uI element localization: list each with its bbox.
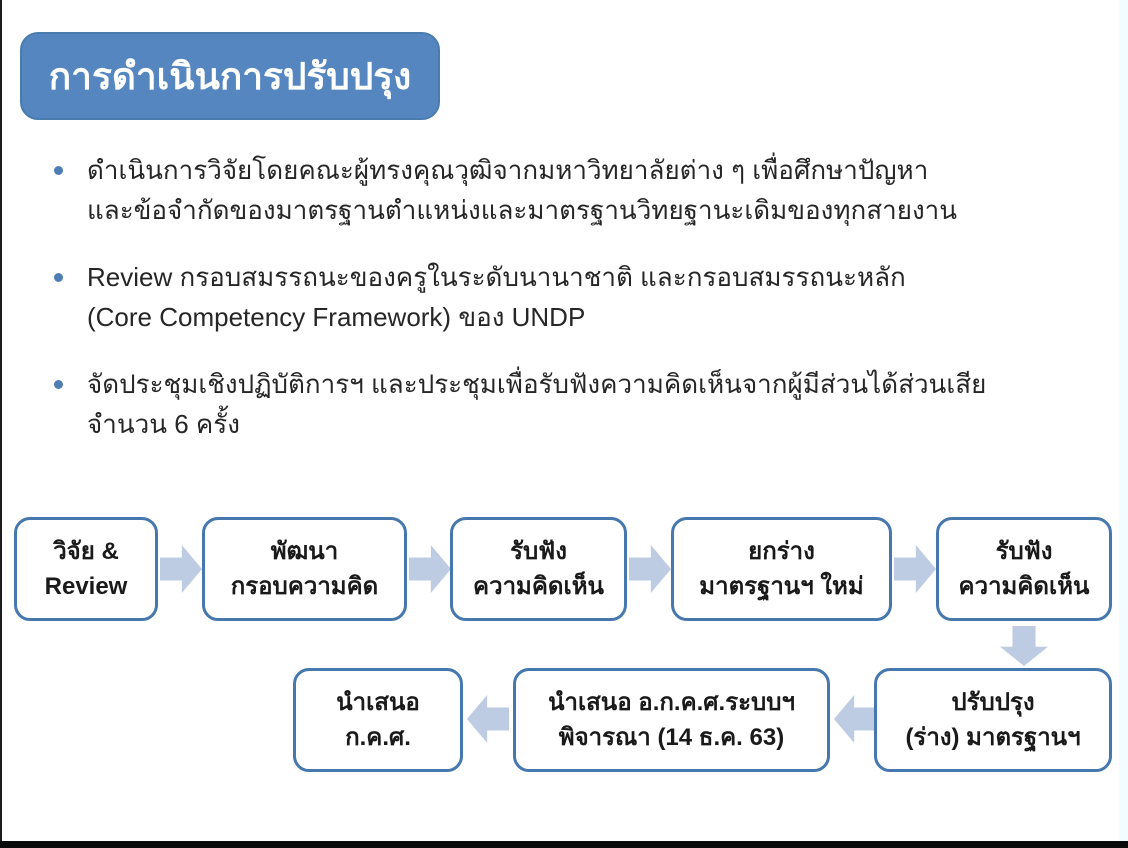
- flow-step-line: พัฒนา: [270, 538, 339, 565]
- arrow-right-icon: [894, 545, 936, 593]
- flow-step-line: มาตรฐานฯ ใหม่: [699, 573, 864, 600]
- flow-step-line: พิจารณา (14 ธ.ค. 63): [558, 724, 785, 751]
- arrow-right-icon: [160, 545, 202, 593]
- bullet-line: จัดประชุมเชิงปฏิบัติการฯ และประชุมเพื่อรับฟังความคิดเห็นจากผู้มีส่วนได้ส่วนเสีย: [87, 369, 987, 399]
- bottom-black-bar: [0, 841, 1128, 848]
- bullet-text: [87, 150, 957, 230]
- arrow-right-icon: [409, 545, 451, 593]
- bullet-item-workshops: [48, 364, 1108, 444]
- flow-step-hearing-2: [936, 517, 1112, 621]
- flow-step-revise-draft: [874, 668, 1112, 772]
- right-edge-bar: [1119, 0, 1128, 848]
- bullet-dot-icon: [54, 273, 63, 282]
- flow-step-line: รับฟัง: [995, 538, 1053, 565]
- flow-step-line: รับฟัง: [510, 538, 567, 565]
- flow-step-present-kcs: [293, 668, 463, 772]
- bullet-item-research: [48, 150, 1108, 230]
- flow-step-line: วิจัย &: [53, 538, 119, 565]
- flow-step-draft-new-standards: [671, 517, 892, 621]
- flow-step-line: ยกร่าง: [748, 538, 815, 565]
- arrow-left-icon: [834, 695, 876, 743]
- bullet-line: (Core Competency Framework) ของ UNDP: [87, 302, 586, 332]
- flow-step-line: Review: [44, 573, 128, 600]
- left-edge-bar: [0, 0, 2, 848]
- flow-step-line: กรอบความคิด: [230, 573, 379, 600]
- slide-title: การดำเนินการปรับปรุง: [48, 55, 412, 97]
- bullet-line: จำนวน 6 ครั้ง: [87, 409, 240, 439]
- bullet-dot-icon: [54, 380, 63, 389]
- flow-step-line: ปรับปรุง: [951, 689, 1035, 716]
- bullet-line: และข้อจำกัดของมาตรฐานตำแหน่งและมาตรฐานวิทยฐานะเดิมของทุกสายงาน: [87, 195, 958, 225]
- flow-step-line: นำเสนอ: [336, 689, 420, 716]
- flow-step-line: ความคิดเห็น: [958, 573, 1090, 600]
- bullet-text: [87, 257, 906, 337]
- flow-step-hearing-1: [450, 517, 627, 621]
- bullet-dot-icon: [54, 166, 63, 175]
- arrow-right-icon: [629, 545, 671, 593]
- bullet-line: ดำเนินการวิจัยโดยคณะผู้ทรงคุณวุฒิจากมหาวิทยาลัยต่าง ๆ เพื่อศึกษาปัญหา: [87, 155, 929, 185]
- arrow-left-icon: [467, 695, 509, 743]
- flow-step-develop-framework: [202, 517, 407, 621]
- flow-step-research-review: [14, 517, 158, 621]
- flow-step-line: ความคิดเห็น: [473, 573, 604, 600]
- flow-step-present-subcommittee: [513, 668, 830, 772]
- flow-step-line: นำเสนอ อ.ก.ค.ศ.ระบบฯ: [548, 689, 795, 716]
- arrow-down-icon: [1000, 626, 1048, 666]
- bullet-list: [48, 150, 1108, 471]
- flow-step-line: ก.ค.ศ.: [345, 724, 411, 751]
- bullet-line: Review กรอบสมรรถนะของครูในระดับนานาชาติ และกรอบสมรรถนะหลัก: [87, 262, 906, 292]
- bullet-item-review: [48, 257, 1108, 337]
- bullet-text: [87, 364, 986, 444]
- flow-step-line: (ร่าง) มาตรฐานฯ: [905, 724, 1081, 751]
- slide-title-box: [20, 32, 440, 120]
